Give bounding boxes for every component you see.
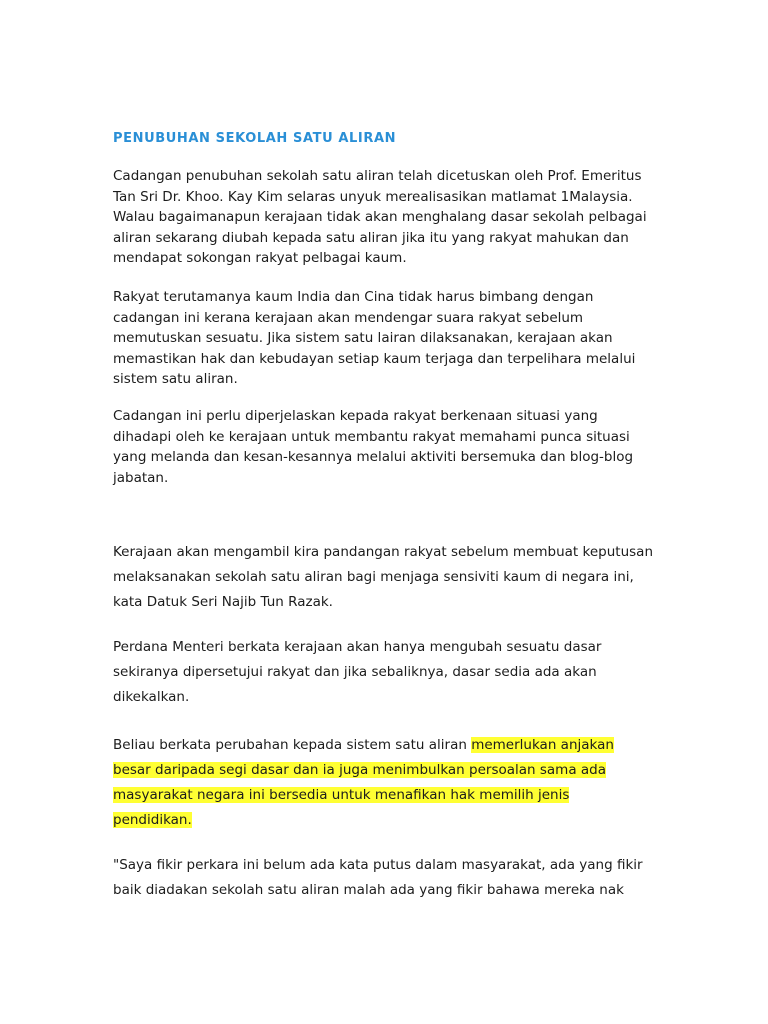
- paragraph-line: Perdana Menteri berkata kerajaan akan hanya mengubah sesuatu dasar: [113, 639, 602, 655]
- paragraph-line: aliran sekarang diubah kepada satu aliran jika itu yang rakyat mahukan dan: [113, 229, 629, 246]
- highlighted-text: pendidikan.: [113, 812, 192, 828]
- paragraph-line: cadangan ini kerana kerajaan akan mendengar suara rakyat sebelum: [113, 309, 584, 326]
- paragraph-line: melaksanakan sekolah satu aliran bagi menjaga sensiviti kaum di negara ini,: [113, 569, 634, 585]
- document-title: PENUBUHAN SEKOLAH SATU ALIRAN: [113, 131, 397, 146]
- paragraph-7: [113, 853, 673, 903]
- paragraph-line: "Saya fikir perkara ini belum ada kata putus dalam masyarakat, ada yang fikir: [113, 857, 643, 873]
- paragraph-line: Cadangan penubuhan sekolah satu aliran telah dicetuskan oleh Prof. Emeritus: [113, 168, 642, 184]
- paragraph-line: [113, 808, 673, 833]
- paragraph-line: yang melanda dan kesan-kesannya melalui aktiviti bersemuka dan blog-blog: [113, 449, 634, 465]
- plain-text: Beliau berkata perubahan kepada sistem satu aliran: [113, 737, 472, 753]
- paragraph-line: sekiranya dipersetujui rakyat dan jika sebaliknya, dasar sedia ada akan: [113, 664, 597, 680]
- paragraph-line: [113, 733, 673, 758]
- highlighted-text: besar daripada segi dasar dan ia juga menimbulkan persoalan sama ada: [113, 762, 607, 778]
- paragraph-line: Tan Sri Dr. Khoo. Kay Kim selaras unyuk merealisasikan matlamat 1Malaysia.: [113, 188, 633, 205]
- highlighted-text: memerlukan anjakan: [471, 737, 614, 753]
- paragraph-line: memutuskan sesuatu. Jika sistem satu lairan dilaksanakan, kerajaan akan: [113, 330, 613, 346]
- highlighted-text: masyarakat negara ini bersedia untuk menafikan hak memilih jenis: [113, 787, 570, 803]
- paragraph-line: [113, 758, 673, 783]
- paragraph-line: Kerajaan akan mengambil kira pandangan rakyat sebelum membuat keputusan: [113, 544, 653, 560]
- paragraph-line: [113, 783, 673, 808]
- paragraph-4: [113, 540, 673, 615]
- paragraph-line: kata Datuk Seri Najib Tun Razak.: [113, 594, 333, 610]
- paragraph-3: [113, 406, 673, 488]
- paragraph-line: mendapat sokongan rakyat pelbagai kaum.: [113, 250, 407, 266]
- paragraph-line: Rakyat terutamanya kaum India dan Cina tidak harus bimbang dengan: [113, 289, 594, 305]
- paragraph-line: dikekalkan.: [113, 689, 190, 705]
- paragraph-line: jabatan.: [113, 469, 169, 486]
- paragraph-5: [113, 635, 673, 710]
- paragraph-line: memastikan hak dan kebudayan setiap kaum terjaga dan terpelihara melalui: [113, 350, 636, 367]
- paragraph-line: baik diadakan sekolah satu aliran malah ada yang fikir bahawa mereka nak: [113, 882, 624, 898]
- paragraph-1: [113, 166, 673, 269]
- paragraph-line: Cadangan ini perlu diperjelaskan kepada rakyat berkenaan situasi yang: [113, 408, 598, 424]
- paragraph-line: Walau bagaimanapun kerajaan tidak akan menghalang dasar sekolah pelbagai: [113, 209, 647, 225]
- paragraph-line: dihadapi oleh ke kerajaan untuk membantu rakyat memahami punca situasi: [113, 428, 630, 445]
- paragraph-2: [113, 287, 673, 390]
- paragraph-6: [113, 733, 673, 833]
- paragraph-line: sistem satu aliran.: [113, 371, 238, 387]
